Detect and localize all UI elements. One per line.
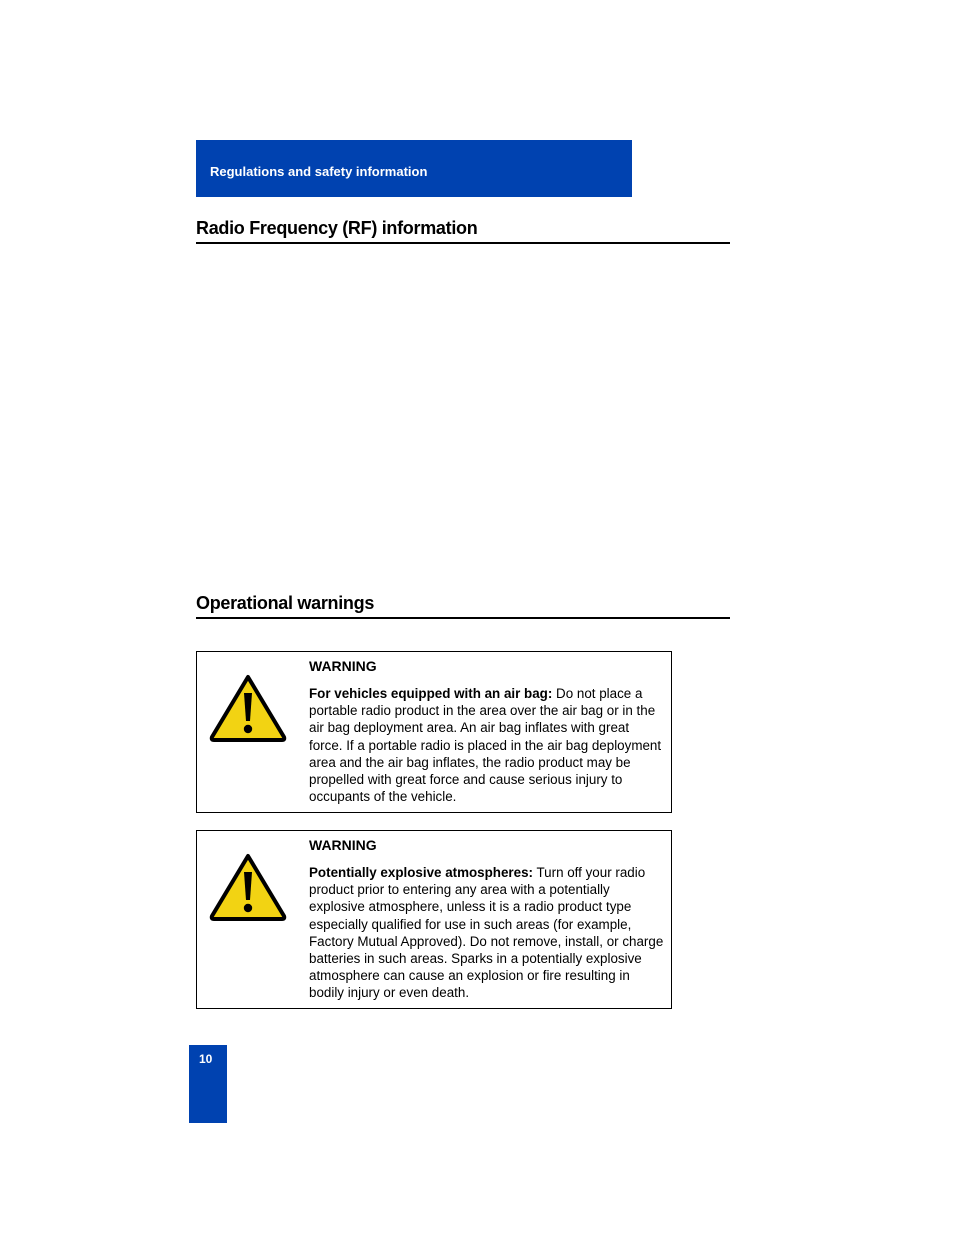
- warning-box-airbag: [196, 651, 672, 813]
- page-number-tab: [189, 1045, 227, 1123]
- header-bar: [196, 140, 632, 197]
- warning-body: [309, 685, 665, 805]
- warning-triangle-icon: [209, 853, 287, 921]
- rf-section-heading: Radio Frequency (RF) information: [196, 218, 730, 244]
- warning-title: WARNING: [309, 658, 377, 674]
- running-title: Regulations and safety information: [210, 164, 428, 179]
- warning-text: Turn off your radio product prior to entering any area with a potentially explosive atmosphere, unless it is a radio product type especially qualified for use in such areas (for example, Factory Mutual Approved). Do not remove, install, or charge batteries in such areas. Sparks in a potentially explosive atmosphere can cause an explosion or fire resulting in bodily injury or even death.: [309, 865, 664, 1001]
- warning-triangle-icon: [209, 674, 287, 742]
- page-number: 10: [199, 1052, 213, 1066]
- warning-body: [309, 864, 665, 1002]
- operational-warnings-heading: Operational warnings: [196, 593, 730, 619]
- warning-box-explosive: [196, 830, 672, 1009]
- warning-lead: For vehicles equipped with an air bag:: [309, 686, 553, 701]
- warning-title: WARNING: [309, 837, 377, 853]
- warning-lead: Potentially explosive atmospheres:: [309, 865, 533, 880]
- warning-text: Do not place a portable radio product in the area over the air bag or in the air bag deployment area. An air bag inflates with great force. If a portable radio is placed in the air bag deployment area and the air bag inflates, the radio product may be propelled with great force and cause serious injury to occupants of the vehicle.: [309, 686, 662, 805]
